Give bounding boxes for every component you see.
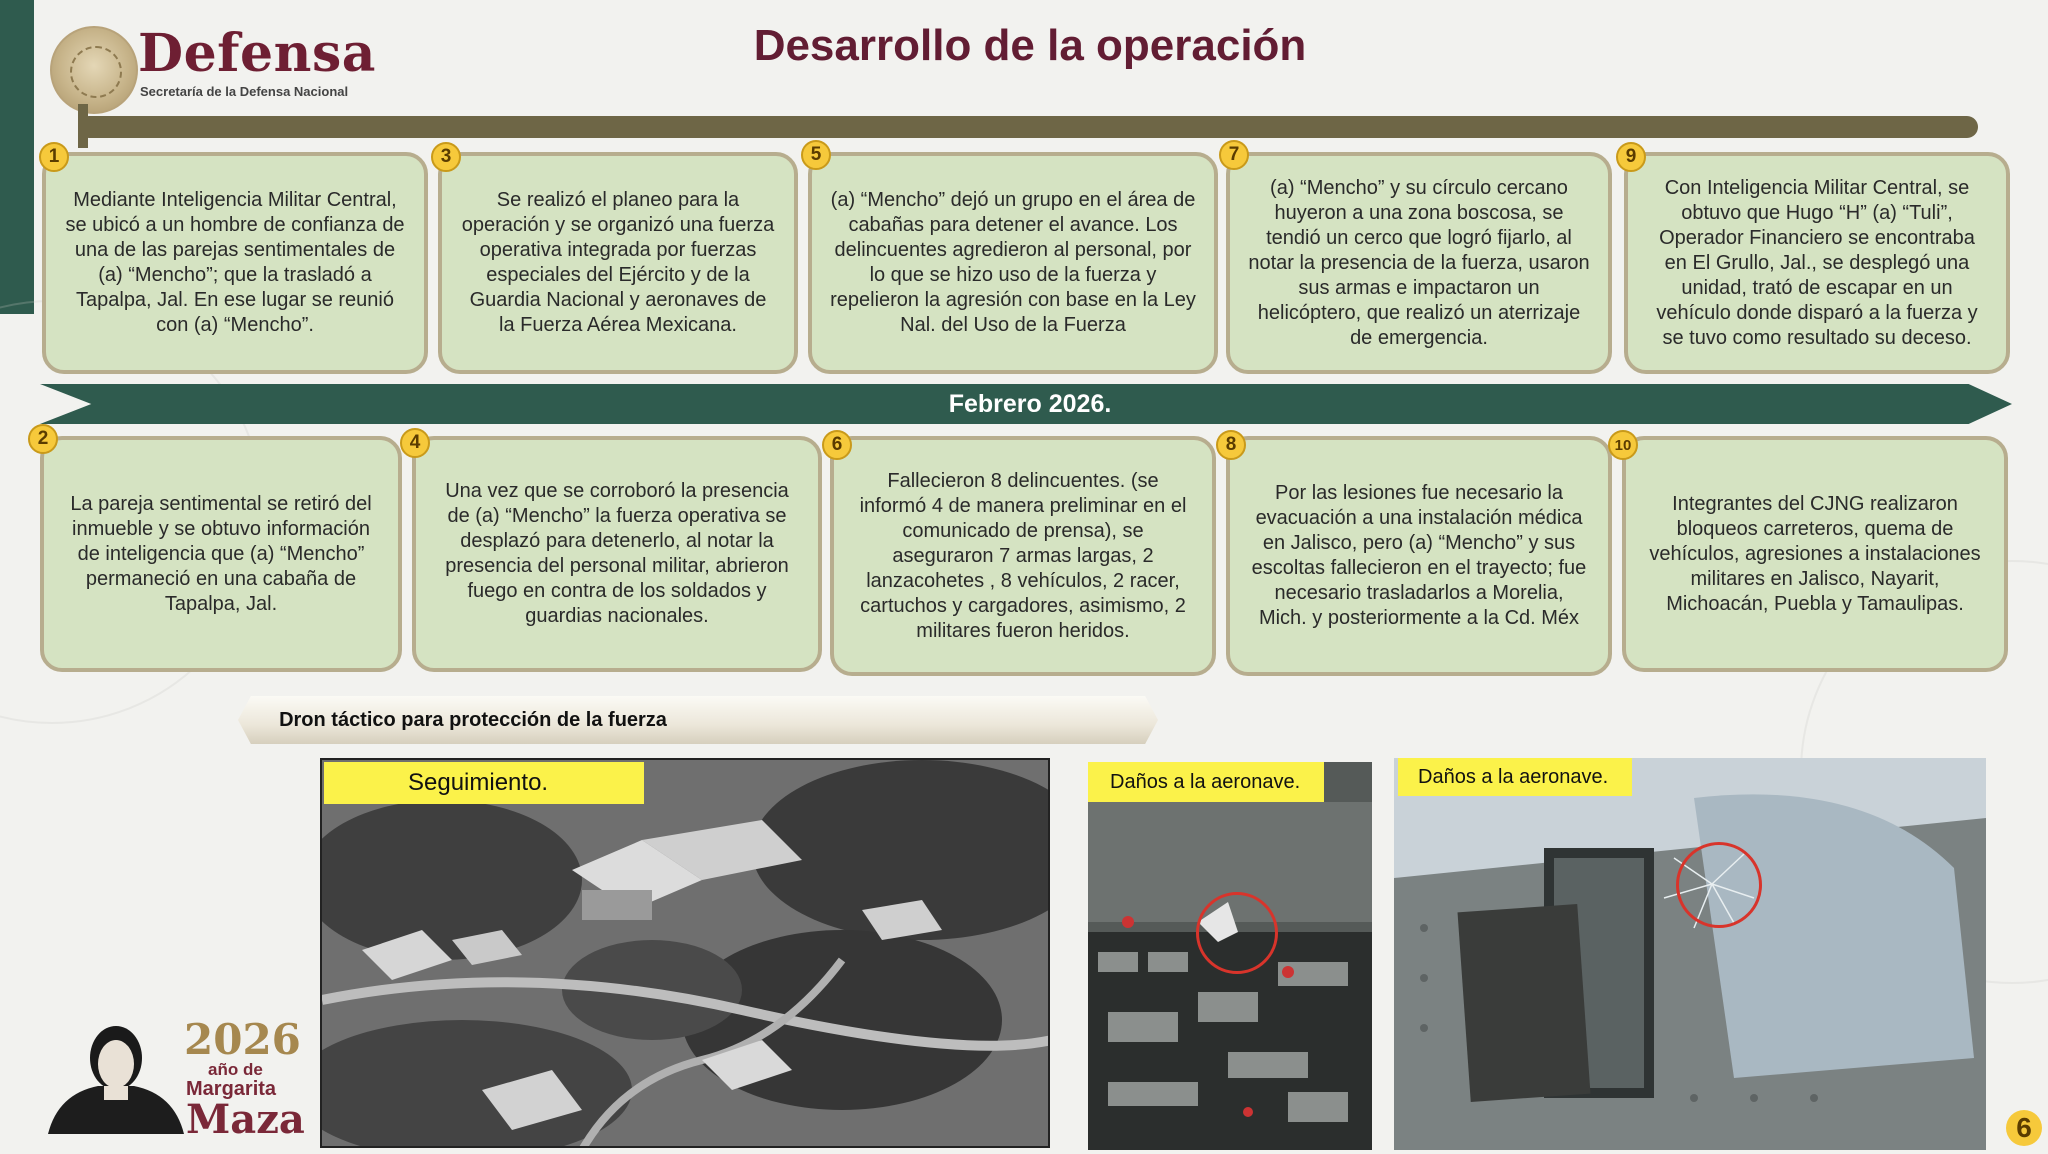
event-box-6: [830, 436, 1216, 676]
event-text: Fallecieron 8 delincuentes. (se informó 4 de manera preliminar en el comunicado de prensa), se aseguraron 7 armas largas, 2 lanzacohetes , 8 vehículos, 2 racer, cartuchos y cargadores, asimismo, 2 militares fueron heridos.: [859, 469, 1187, 642]
event-number-badge: 7: [1219, 140, 1249, 170]
surveillance-photo: [320, 758, 1050, 1148]
commemorative-year: 2026: [184, 1015, 301, 1064]
event-box-5: [808, 152, 1218, 374]
page-title: Desarrollo de la operación: [753, 21, 1307, 70]
event-text: (a) “Mencho” y su círculo cercano huyeron a una zona boscosa, se tendió un cerco que logró fijarlo, al notar la presencia de la fuerza, usaron sus armas e impactaron un helicóptero, que realizó un aterrizaje de emergencia.: [1248, 176, 1590, 349]
event-number-badge: 1: [39, 142, 69, 172]
helicopter-illustration: [1394, 758, 1986, 1150]
page-number: 6: [2006, 1110, 2042, 1146]
event-number-badge: 8: [1216, 430, 1246, 460]
event-text: Con Inteligencia Militar Central, se obtuvo que Hugo “H” (a) “Tuli”, Operador Financiero se encontraba en El Grullo, Jal., se desplegó una unidad, trató de escapar en un vehículo donde disparó a la fuerza y se tuvo como resultado su deceso.: [1656, 176, 1978, 349]
event-box-8: [1226, 436, 1612, 676]
left-color-strip: [0, 0, 34, 314]
event-number-badge: 5: [801, 140, 831, 170]
cockpit-damage-photo: [1088, 762, 1372, 1150]
commemorative-last-name: Maza: [186, 1096, 305, 1143]
event-number-badge: 2: [28, 424, 58, 454]
event-text: Integrantes del CJNG realizaron bloqueos carreteros, quema de vehículos, agresiones a instalaciones militares en Jalisco, Nayarit, Michoacán, Puebla y Tamaulipas.: [1649, 492, 1981, 615]
event-box-9: [1624, 152, 2010, 374]
event-text: Por las lesiones fue necesario la evacuación a una instalación médica en Jalisco, pero (a) “Mencho” y sus escoltas fallecieron en el trayecto; fue necesario trasladarlos a Morelia, Mich. y posteriormente a la Cd. Méx: [1251, 482, 1587, 629]
brand-name: Defensa: [138, 23, 376, 84]
photo-caption: Seguimiento.: [324, 762, 644, 804]
event-box-2: [40, 436, 402, 672]
event-number-badge: 10: [1608, 430, 1638, 460]
event-box-10: [1622, 436, 2008, 672]
helicopter-windshield-photo: [1394, 758, 1986, 1150]
event-box-3: [438, 152, 798, 374]
event-number-badge: 3: [431, 142, 461, 172]
brand-subtitle: Secretaría de la Defensa Nacional: [140, 84, 349, 99]
event-text: Mediante Inteligencia Militar Central, se ubicó a un hombre de confianza de una de las parejas sentimentales de (a) “Mencho”; que la trasladó a Tapalpa, Jal. En ese lugar se reunió con (a) “Mencho”.: [65, 189, 405, 336]
event-number-badge: 6: [822, 430, 852, 460]
event-text: Se realizó el planeo para la operación y se organizó una fuerza operativa integrada por fuerzas especiales del Ejército y de la Guardia Nacional y aeronaves de la Fuerza Aérea Mexicana.: [461, 189, 775, 336]
photo-caption: Daños a la aeronave.: [1398, 758, 1632, 796]
event-box-1: [42, 152, 428, 374]
top-timeline-bar-stub: [78, 104, 88, 148]
damage-highlight-circle: [1676, 842, 1762, 928]
event-box-7: [1226, 152, 1612, 374]
aerial-scene-illustration: [322, 760, 1050, 1148]
commemorative-first-name: Margarita: [186, 1078, 277, 1100]
damage-highlight-circle: [1196, 892, 1278, 974]
event-number-badge: 4: [400, 428, 430, 458]
event-text: Una vez que se corroboró la presencia de (a) “Mencho” la fuerza operativa se desplazó para detenerlo, al notar la presencia del personal militar, abrieron fuego en contra de los soldados y guardias nacionales.: [445, 480, 789, 627]
commemorative-subtitle: año de: [208, 1060, 263, 1079]
event-box-4: [412, 436, 822, 672]
top-timeline-bar: [78, 116, 1978, 138]
government-seal-logo: [50, 26, 138, 114]
timeline-label: Febrero 2026.: [948, 390, 1112, 418]
event-text: La pareja sentimental se retiró del inmueble y se obtuvo información de inteligencia que (a) “Mencho” permaneció en una cabaña de Tapalpa, Jal.: [70, 492, 372, 615]
photo-caption: Daños a la aeronave.: [1088, 762, 1324, 802]
event-text: (a) “Mencho” dejó un grupo en el área de cabañas para detener el avance. Los delincuentes agredieron al personal, por lo que se hizo uso de la fuerza y repelieron la agresión con base en la Ley Nal. del Uso de la Fuerza: [830, 189, 1196, 336]
margarita-maza-portrait: [48, 1014, 184, 1134]
drone-banner-label: Dron táctico para protección de la fuerza: [279, 709, 667, 731]
event-number-badge: 9: [1616, 142, 1646, 172]
